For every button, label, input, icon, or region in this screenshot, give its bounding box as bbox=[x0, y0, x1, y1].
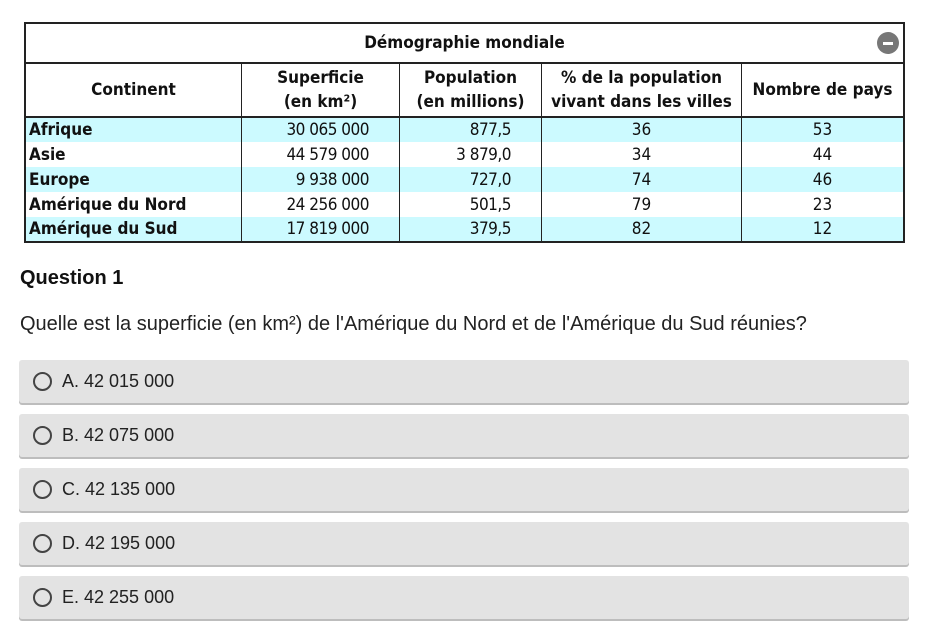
cell-area: 24 256 000 bbox=[242, 192, 400, 217]
cell-urban: 82 bbox=[542, 217, 742, 242]
header-text: (en millions) bbox=[416, 92, 525, 112]
cell-population: 501,5 bbox=[400, 192, 542, 217]
cell-countries: 44 bbox=[742, 142, 905, 167]
header-continent bbox=[25, 63, 242, 117]
header-text: vivant dans les villes bbox=[551, 92, 732, 112]
cell-area: 17 819 000 bbox=[242, 217, 400, 242]
cell-urban: 74 bbox=[542, 167, 742, 192]
radio-icon[interactable] bbox=[33, 534, 52, 553]
table-row bbox=[25, 192, 904, 217]
table-row bbox=[25, 117, 904, 142]
option-e[interactable] bbox=[19, 576, 909, 619]
cell-continent: Amérique du Nord bbox=[25, 192, 242, 217]
option-label: D. 42 195 000 bbox=[62, 533, 176, 553]
cell-continent: Afrique bbox=[25, 117, 242, 142]
radio-icon[interactable] bbox=[33, 480, 52, 499]
option-label: A. 42 015 000 bbox=[62, 371, 175, 391]
cell-urban: 79 bbox=[542, 192, 742, 217]
header-area bbox=[242, 63, 400, 117]
option-b[interactable] bbox=[19, 414, 909, 457]
cell-urban: 36 bbox=[542, 117, 742, 142]
cell-continent: Asie bbox=[25, 142, 242, 167]
cell-countries: 23 bbox=[742, 192, 905, 217]
question-text: Quelle est la superficie (en km²) de l'Amérique du Nord et de l'Amérique du Sud réunies? bbox=[20, 313, 807, 335]
option-label: B. 42 075 000 bbox=[62, 425, 175, 445]
option-label: E. 42 255 000 bbox=[62, 587, 175, 607]
cell-population: 877,5 bbox=[400, 117, 542, 142]
header-text: Superficie bbox=[277, 68, 364, 88]
radio-icon[interactable] bbox=[33, 372, 52, 391]
header-countries bbox=[742, 63, 905, 117]
cell-continent: Europe bbox=[25, 167, 242, 192]
cell-population: 727,0 bbox=[400, 167, 542, 192]
cell-area: 9 938 000 bbox=[242, 167, 400, 192]
demographics-table bbox=[24, 22, 905, 243]
option-d[interactable] bbox=[19, 522, 909, 565]
option-c[interactable] bbox=[19, 468, 909, 511]
table-row bbox=[25, 217, 904, 242]
header-text: Continent bbox=[91, 80, 176, 100]
cell-countries: 46 bbox=[742, 167, 905, 192]
radio-icon[interactable] bbox=[33, 588, 52, 607]
cell-urban: 34 bbox=[542, 142, 742, 167]
table-title bbox=[25, 23, 904, 63]
header-population bbox=[400, 63, 542, 117]
cell-area: 30 065 000 bbox=[242, 117, 400, 142]
cell-continent: Amérique du Sud bbox=[25, 217, 242, 242]
cell-population: 379,5 bbox=[400, 217, 542, 242]
option-label: C. 42 135 000 bbox=[62, 479, 176, 499]
collapse-icon[interactable] bbox=[877, 32, 899, 54]
cell-countries: 12 bbox=[742, 217, 905, 242]
header-urban bbox=[542, 63, 742, 117]
cell-area: 44 579 000 bbox=[242, 142, 400, 167]
header-text: % de la population bbox=[561, 68, 722, 88]
header-text: (en km²) bbox=[283, 92, 358, 112]
cell-population: 3 879,0 bbox=[400, 142, 542, 167]
header-text: Nombre de pays bbox=[752, 80, 893, 100]
cell-countries: 53 bbox=[742, 117, 905, 142]
option-a[interactable] bbox=[19, 360, 909, 403]
table-row bbox=[25, 167, 904, 192]
table-row bbox=[25, 142, 904, 167]
radio-icon[interactable] bbox=[33, 426, 52, 445]
table-title-text: Démographie mondiale bbox=[364, 33, 565, 53]
question-label: Question 1 bbox=[20, 267, 124, 289]
header-text: Population bbox=[423, 68, 518, 88]
